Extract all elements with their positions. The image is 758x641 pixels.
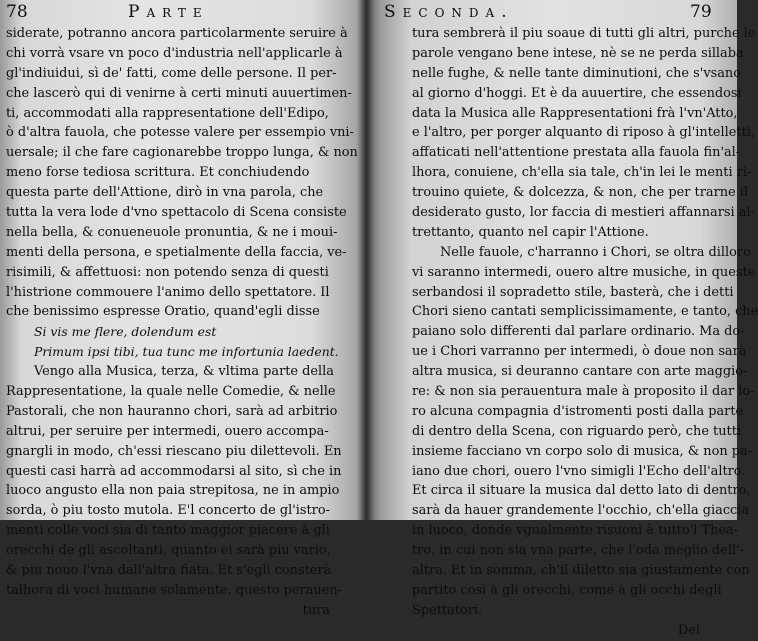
text-line: talhora di voci humane solamente, questo perauen- xyxy=(6,582,342,598)
text-line: trettanto, quanto nel capir l'Attione. xyxy=(412,224,649,240)
text-line: Spettatori. xyxy=(412,602,483,618)
text-line: ò d'altra fauola, che potesse valere per essempio vni- xyxy=(6,125,354,141)
text-line: ue i Chori varranno per intermedi, ò doue non sarà xyxy=(412,344,747,360)
text-line: ro alcuna compagnia d'istromenti posti dalla parte xyxy=(412,403,744,419)
text-line: tura sembrerà il piu soaue di tutti gli altri, purche le xyxy=(412,26,756,41)
text-line: vi saranno intermedi, ouero altre musiche, in queste xyxy=(412,264,756,280)
text-line: luoco angusto ella non paia strepitosa, ne in ampio xyxy=(6,483,340,499)
text-line: Pastorali, che non hauranno chori, sarà ad arbitrio xyxy=(6,403,338,419)
quotation-line: Si vis me flere, dolendum est xyxy=(34,324,217,340)
text-block xyxy=(412,24,758,641)
text-line: di dentro della Scena, con riguardo però, che tutti xyxy=(412,423,742,439)
text-line: e l'altro, per porger alquanto di riposo à gl'intelletti, xyxy=(412,125,755,141)
text-line: siderate, potranno ancora particolarmente seruire à xyxy=(6,26,348,41)
text-line: che benissimo espresse Oratio, quand'egli disse xyxy=(6,304,320,320)
text-line: questi casi harrà ad accommodarsi al sito, sì che in xyxy=(6,463,342,479)
text-line: questa parte dell'Attione, dirò in vna parola, che xyxy=(6,185,324,201)
text-line: paiano solo differenti dal parlare ordinario. Ma do- xyxy=(412,324,745,340)
text-line: re: & non sia perauentura male à proposito il dar lo- xyxy=(412,384,755,400)
text-line: affaticati nell'attentione prestata alla fauola fin'al- xyxy=(412,145,741,161)
text-line: nella bella, & conueneuole pronuntia, & ne i moui- xyxy=(6,224,338,240)
running-head: Seconda. xyxy=(384,2,514,22)
text-line: altrui, per seruire per intermedi, ouero accompa- xyxy=(6,423,329,439)
text-line: & piu nouo l'vna dall'altra fiata. Et s'egli consterà xyxy=(6,563,332,579)
paragraph-start: Nelle fauole, c'harranno i Chori, se oltra dilloro xyxy=(440,244,751,260)
text-line: partito così à gli orecchi, come à gli occhi degli xyxy=(412,582,722,598)
paragraph-start: Vengo alla Musica, terza, & vltima parte della xyxy=(34,364,334,380)
text-line: gl'indiuidui, sì de' fatti, come delle persone. Il per- xyxy=(6,65,337,81)
text-line: menti colle voci sia di tanto maggior piacere à gli xyxy=(6,523,330,539)
text-line: data la Musica alle Rappresentationi frà l'vn'Atto, xyxy=(412,105,738,121)
page-number: 78 xyxy=(6,2,28,22)
text-line: orecchi de gli ascoltanti, quanto ei sarà piu vario, xyxy=(6,543,331,559)
text-line: sarà da hauer grandemente l'occhio, ch'ella giaccia xyxy=(412,503,750,519)
text-line: altra. Et in somma, ch'il diletto sia giustamente con xyxy=(412,563,750,579)
text-line: Chori sieno cantati semplicissimamente, e tanto, che xyxy=(412,304,758,320)
text-line: tutta la vera lode d'vno spettacolo di Scena consiste xyxy=(6,205,347,221)
text-line: al giorno d'hoggi. Et è da auuertire, che essendosi xyxy=(412,85,742,101)
text-line: gnargli in modo, ch'essi riescano piu dilettevoli. En xyxy=(6,443,342,459)
text-line: iano due chori, ouero l'vno simigli l'Echo dell'altro. xyxy=(412,463,746,479)
catchword: tura xyxy=(302,602,330,618)
quotation-line: Primum ipsi tibi, tua tunc me infortunia laedent. xyxy=(34,344,339,360)
page-number: 79 xyxy=(690,2,712,22)
text-line: serbandosi il sopradetto stile, basterà, che i detti xyxy=(412,284,734,300)
text-line: tro, in cui non sia vna parte, che l'oda meglio dell'- xyxy=(412,543,744,559)
text-line: trouino quiete, & dolcezza, & non, che per trarne il xyxy=(412,185,749,201)
text-line: Rappresentatione, la quale nelle Comedie, & nelle xyxy=(6,384,336,400)
text-line: sorda, ò piu tosto mutola. E'l concerto de gl'istro- xyxy=(6,503,330,519)
running-head: Parte xyxy=(128,2,209,22)
text-block xyxy=(6,24,360,621)
text-line: parole vengano bene intese, nè se ne perda sillaba xyxy=(412,45,744,61)
text-line: desiderato gusto, lor faccia di mestieri affannarsi al- xyxy=(412,205,755,221)
book-gutter xyxy=(358,0,374,520)
text-line: nelle fughe, & nelle tante diminutioni, che s'vsano xyxy=(412,65,741,81)
text-line: ti, accommodati alla rappresentatione dell'Edipo, xyxy=(6,105,329,121)
text-line: lhora, conuiene, ch'ella sia tale, ch'in lei le menti ri- xyxy=(412,165,752,181)
text-line: in luoco, donde vgualmente risuoni à tutto'l Thea- xyxy=(412,523,739,539)
text-line: chi vorrà vsare vn poco d'industria nell'applicarle à xyxy=(6,45,343,61)
text-line: risimili, & affettuosi: non potendo senza di questi xyxy=(6,264,329,280)
right-page xyxy=(366,0,758,638)
text-line: uersale; il che fare cagionarebbe troppo lunga, & non xyxy=(6,145,358,161)
left-page xyxy=(0,0,366,618)
text-line: menti della persona, e spetialmente della faccia, ve- xyxy=(6,244,347,260)
text-line: altra musica, si deuranno cantare con arte maggio- xyxy=(412,364,748,380)
text-line: che lascerò qui di venirne à certi minuti auuertimen- xyxy=(6,85,352,101)
text-line: meno forse tediosa scrittura. Et conchiudendo xyxy=(6,165,310,181)
text-line: l'histrione commouere l'animo dello spettatore. Il xyxy=(6,284,330,300)
catchword: Del xyxy=(677,622,700,638)
text-line: Et circa il situare la musica dal detto lato di dentro, xyxy=(412,483,751,499)
text-line: insieme facciano vn corpo solo di musica, & non pa- xyxy=(412,443,753,459)
